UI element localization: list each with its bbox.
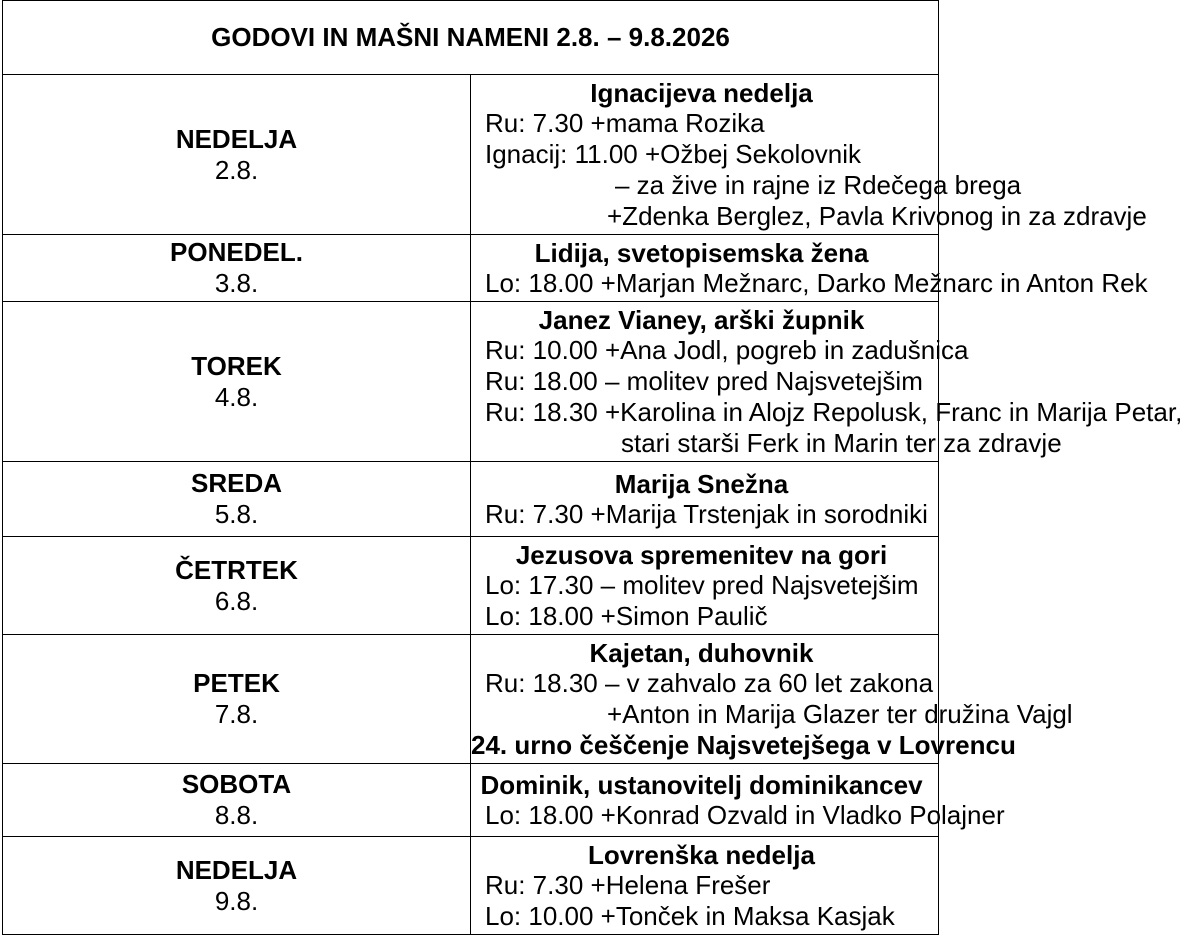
mass-intention: Ru: 18.30 – v zahvalo za 60 let zakona xyxy=(485,668,934,698)
day-date: 6.8. xyxy=(214,585,259,616)
mass-intention: Ru: 7.30 +Marija Trstenjak in sorodniki xyxy=(485,499,928,529)
day-date: 7.8. xyxy=(214,699,259,729)
schedule-sheet xyxy=(2,0,1182,935)
feast-title: Jezusova spremenitev na gori xyxy=(515,540,888,570)
mass-intention: Lo: 18.00 +Konrad Ozvald in Vladko Polajner xyxy=(485,800,1005,830)
intentions-cell xyxy=(471,75,1147,235)
intentions-cell xyxy=(471,235,1148,302)
day-row xyxy=(3,462,939,537)
day-row xyxy=(3,235,939,302)
day-cell xyxy=(3,837,471,935)
day-row xyxy=(3,75,939,235)
mass-intention: Lo: 10.00 +Tonček in Maksa Kasjak xyxy=(485,901,895,931)
day-row xyxy=(3,764,939,837)
mass-intention: Ignacij: 11.00 +Ožbej Sekolovnik xyxy=(485,139,862,169)
mass-intention: Ru: 7.30 +mama Rozika xyxy=(485,108,765,138)
day-name: ČETRTEK xyxy=(175,554,298,585)
day-name: SOBOTA xyxy=(181,769,292,799)
intentions-cell xyxy=(471,635,1073,764)
intentions-cell xyxy=(471,462,939,537)
day-cell xyxy=(3,302,471,462)
intentions-cell xyxy=(471,302,1182,462)
day-name: NEDELJA xyxy=(175,854,298,885)
mass-intention: Lo: 17.30 – molitev pred Najsvetejšim xyxy=(485,570,919,600)
event-note: 24. urno češčenje Najsvetejšega v Lovrencu xyxy=(471,730,1016,760)
day-date: 9.8. xyxy=(214,885,259,916)
feast-title: Janez Vianey, arški župnik xyxy=(538,305,865,335)
mass-intention: Lo: 18.00 +Marjan Mežnarc, Darko Mežnarc in Anton Rek xyxy=(485,268,1148,298)
day-name: NEDELJA xyxy=(175,123,298,154)
feast-title: Ignacijeva nedelja xyxy=(590,78,813,108)
day-cell xyxy=(3,635,471,764)
schedule-table xyxy=(2,0,1182,935)
feast-title: Dominik, ustanovitelj dominikancev xyxy=(480,770,923,800)
intentions-cell xyxy=(471,764,1005,837)
mass-intention: Ru: 18.30 +Karolina in Alojz Repolusk, Franc in Marija Petar, xyxy=(485,397,1182,427)
day-row xyxy=(3,837,939,935)
day-date: 4.8. xyxy=(214,381,259,412)
day-date: 3.8. xyxy=(214,268,259,298)
day-cell xyxy=(3,75,471,235)
day-name: PONEDEL. xyxy=(170,237,303,267)
feast-title: Marija Snežna xyxy=(614,469,789,499)
mass-intention: Ru: 10.00 +Ana Jodl, pogreb in zadušnica xyxy=(485,335,969,365)
day-name: TOREK xyxy=(191,350,282,381)
day-name: PETEK xyxy=(193,668,280,698)
day-name: SREDA xyxy=(190,468,282,498)
day-row xyxy=(3,302,939,462)
intentions-cell xyxy=(471,837,939,935)
intentions-cell xyxy=(471,537,939,635)
mass-intention: Ru: 18.00 – molitev pred Najsvetejšim xyxy=(485,366,923,396)
page-title: GODOVI IN MAŠNI NAMENI 2.8. – 9.8.2026 xyxy=(3,1,939,75)
mass-intention: – za žive in rajne iz Rdečega brega xyxy=(615,170,1022,200)
day-date: 5.8. xyxy=(214,499,259,529)
mass-intention: stari starši Ferk in Marin ter za zdravje xyxy=(621,428,1062,458)
day-cell xyxy=(3,537,471,635)
day-date: 8.8. xyxy=(214,800,259,830)
day-row xyxy=(3,537,939,635)
feast-title: Lidija, svetopisemska žena xyxy=(534,238,869,268)
day-row xyxy=(3,635,939,764)
mass-intention: Ru: 7.30 +Helena Frešer xyxy=(485,870,771,900)
mass-intention: +Anton in Marija Glazer ter družina Vajgl xyxy=(607,699,1073,729)
day-cell xyxy=(3,235,471,302)
mass-intention: +Zdenka Berglez, Pavla Krivonog in za zdravje xyxy=(607,201,1147,231)
title-row xyxy=(3,1,939,75)
day-date: 2.8. xyxy=(214,154,259,185)
day-cell xyxy=(3,462,471,537)
feast-title: Lovrenška nedelja xyxy=(588,840,815,870)
feast-title: Kajetan, duhovnik xyxy=(589,638,814,668)
day-cell xyxy=(3,764,471,837)
mass-intention: Lo: 18.00 +Simon Paulič xyxy=(485,601,768,631)
